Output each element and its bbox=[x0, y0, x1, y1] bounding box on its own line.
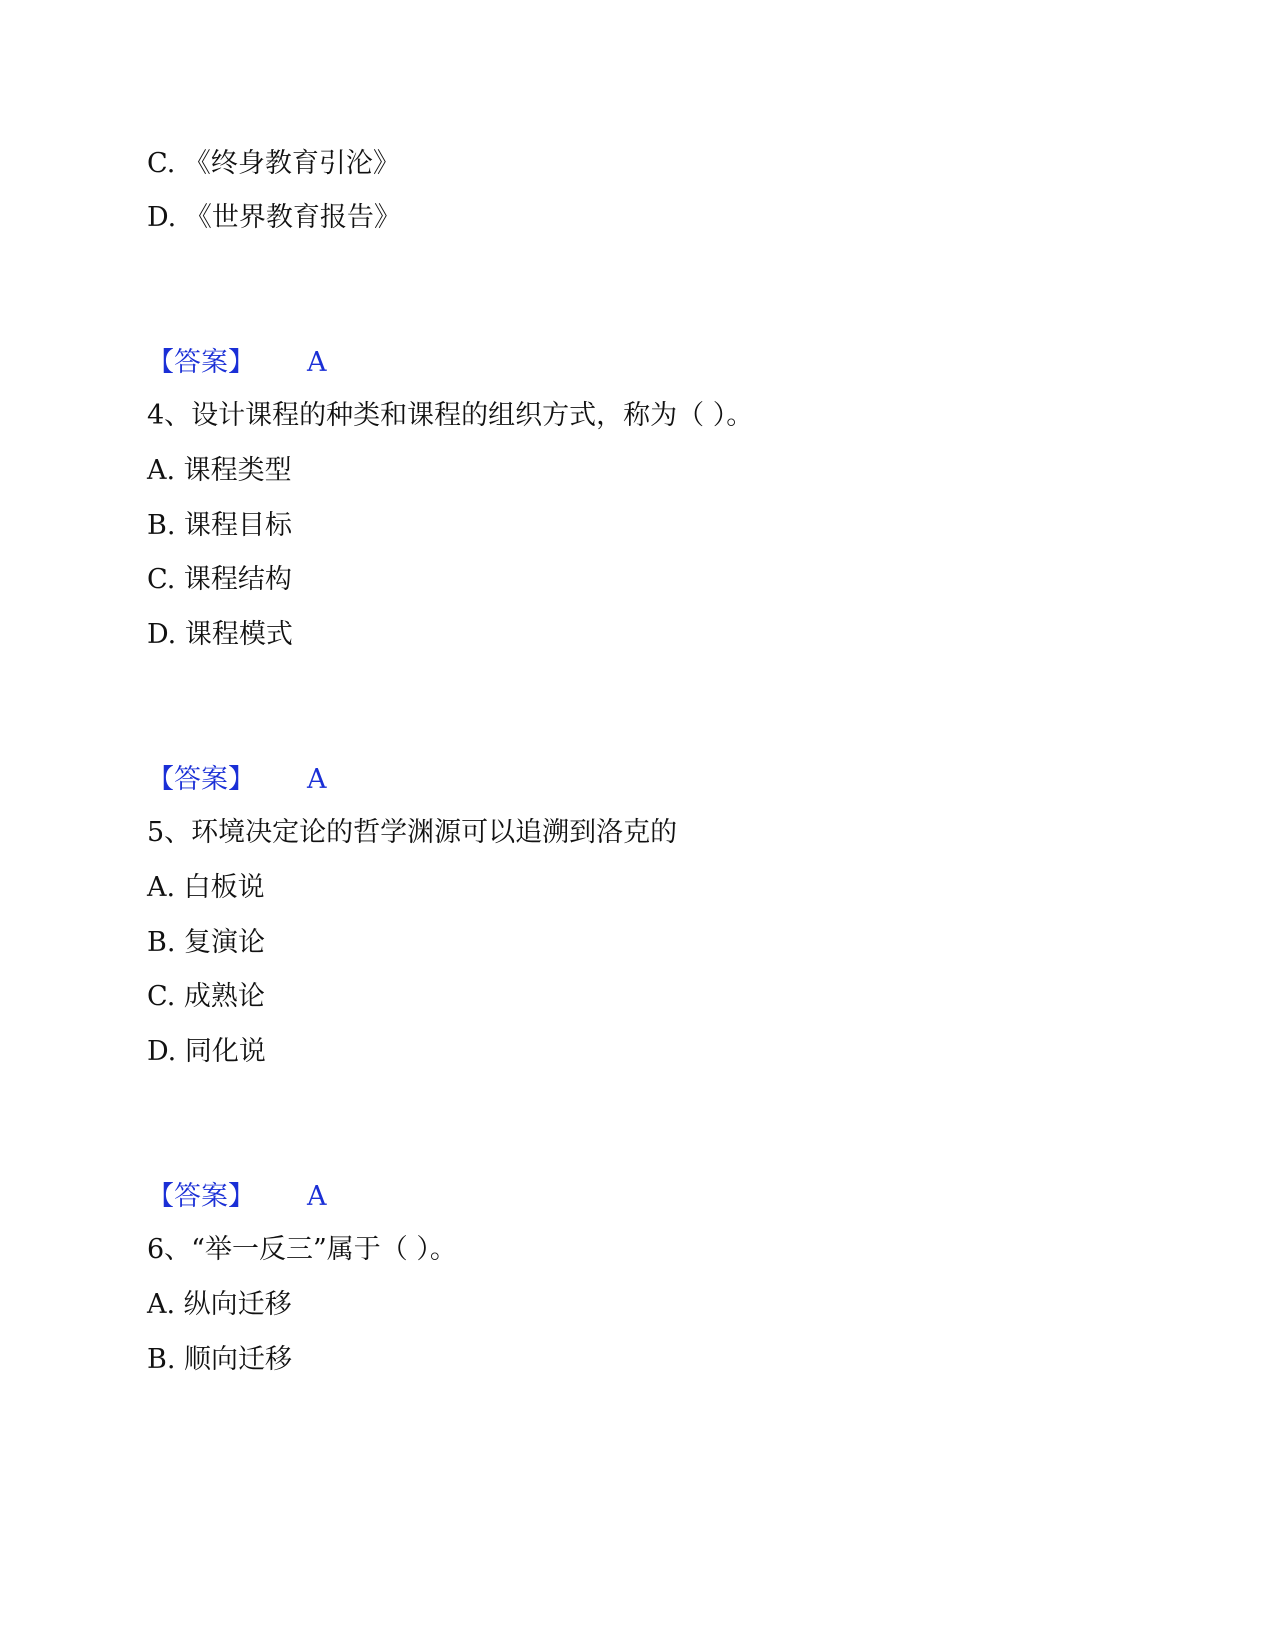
answer-value: A bbox=[307, 1181, 327, 1212]
answer-value: A bbox=[307, 347, 327, 378]
question-stem: 5、环境决定论的哲学渊源可以追溯到洛克的 bbox=[147, 817, 678, 848]
option-a: A. 课程类型 bbox=[147, 455, 292, 486]
option-b: B. 课程目标 bbox=[147, 510, 293, 541]
option-a: A. 白板说 bbox=[147, 872, 265, 903]
answer-value: A bbox=[307, 764, 327, 795]
answer-line bbox=[147, 763, 327, 797]
question-stem: 6、“举一反三”属于（ ）。 bbox=[147, 1234, 457, 1265]
option-b: B. 顺向迁移 bbox=[147, 1344, 293, 1375]
option-b: B. 复演论 bbox=[147, 927, 266, 958]
option-c: C. 成熟论 bbox=[147, 981, 265, 1012]
answer-line bbox=[147, 346, 327, 380]
answer-label: 【答案】 bbox=[147, 347, 255, 378]
answer-label: 【答案】 bbox=[147, 1181, 255, 1212]
option-c: C. 《终身教育引沦》 bbox=[147, 148, 400, 179]
option-d: D. 《世界教育报告》 bbox=[147, 202, 401, 233]
question-stem: 4、设计课程的种类和课程的组织方式，称为（ ）。 bbox=[147, 400, 754, 431]
answer-line bbox=[147, 1180, 327, 1214]
answer-label: 【答案】 bbox=[147, 764, 255, 795]
option-c: C. 课程结构 bbox=[147, 564, 292, 595]
option-d: D. 课程模式 bbox=[147, 619, 293, 650]
option-d: D. 同化说 bbox=[147, 1036, 266, 1067]
option-a: A. 纵向迁移 bbox=[147, 1289, 292, 1320]
